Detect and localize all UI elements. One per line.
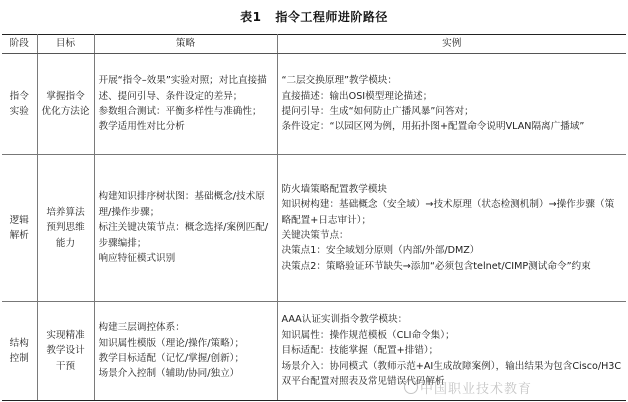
strategy-cell [94,302,277,401]
header-stage: 阶段 [2,35,37,54]
stage-text: 结构 [9,337,29,349]
goal-cell [37,155,94,302]
table-number: 表1 [240,10,262,24]
example-line: “二层交换原理”教学模块： [281,75,397,87]
strategy-line: 参数组合测试：平衡多样性与准确性； [98,106,262,117]
table-caption [0,8,628,25]
stage-text: 逻辑 [9,214,29,226]
goal-text: 干预 [55,360,76,372]
progression-table [2,34,626,401]
watermark-logo-icon [404,380,418,394]
example-line: 提问引导：生成“如何防止广播风暴”问答对； [281,106,474,117]
example-line: 防火墙策略配置教学模块 [281,183,388,195]
table-row [2,54,626,155]
example-line: AAA认证实训指令教学模块： [281,314,408,326]
goal-text: 教学设计 [46,345,85,357]
example-line: 决策点2：策略验证环节缺失→添加“必须包含telnet/CIMP测试命令”约束 [281,260,591,272]
goal-text: 培养算法 [46,206,85,218]
goal-text: 预判思维 [46,222,85,234]
strategy-line: 教学目标适配（记忆/掌握/创新）； [98,353,245,364]
header-example: 实例 [277,35,626,54]
example-line: 场景介入：协同模式（教师示范+AI生成故障案例），输出结果为包含Cisco/H3C双平台配置对照表及常见错误代码解析 [281,360,622,388]
table-row [2,155,626,302]
goal-cell [37,302,94,401]
stage-cell [2,302,37,401]
stage-text: 实验 [9,106,29,117]
example-line: 关键决策节点： [281,230,349,241]
strategy-line: 开展“指令–效果”实验对照；对比直接描述、提问引导、条件设定的差异； [98,75,267,102]
watermark: 中国职业技术教育 [420,382,533,397]
example-cell [277,155,626,302]
goal-text: 优化方法论 [41,106,90,117]
strategy-cell [94,54,277,155]
strategy-line: 构建三层调控体系： [98,322,185,334]
header-goal: 目标 [37,35,94,54]
example-line: 条件设定：“以园区网为例，用拓扑图+配置命令说明VLAN隔离广播域” [281,121,585,133]
example-line: 目标适配：技能掌握（配置+排错）； [281,345,439,357]
stage-text: 解析 [9,230,29,241]
goal-text: 掌握指令 [46,90,85,102]
example-line: 直接描述：输出OSI模型理论描述； [281,90,433,102]
example-cell [277,54,626,155]
strategy-cell [94,155,277,302]
example-line: 知识属性：操作规范模板（CLI命令集）； [281,329,455,341]
goal-text: 能力 [55,237,76,249]
table-row [2,302,626,401]
example-line: 知识树构建：基础概念（安全域）→技术原理（状态检测机制）→操作步骤（策略配置+日志审计）； [281,199,615,226]
stage-cell [2,155,37,302]
strategy-line: 标注关键决策节点：概念选择/案例匹配/步骤编排； [98,222,269,249]
stage-cell [2,54,37,155]
goal-cell [37,54,94,155]
strategy-line: 构建知识排序树状图：基础概念/技术原理/操作步骤； [98,191,265,218]
strategy-line: 知识属性模版（理论/操作/策略）； [98,337,245,349]
table-title: 指令工程师进阶路径 [275,10,388,24]
header-row [2,35,626,54]
strategy-line: 响应特征模式识别 [98,253,176,265]
strategy-line: 教学适用性对比分析 [98,121,185,133]
stage-text: 指令 [9,90,29,102]
stage-text: 控制 [9,353,29,364]
example-line: 决策点1：安全域划分原则（内部/外部/DMZ） [281,245,480,257]
header-strategy: 策略 [94,35,277,54]
strategy-line: 场景介入控制（辅助/协同/独立） [98,368,240,380]
goal-text: 实现精准 [46,329,85,341]
